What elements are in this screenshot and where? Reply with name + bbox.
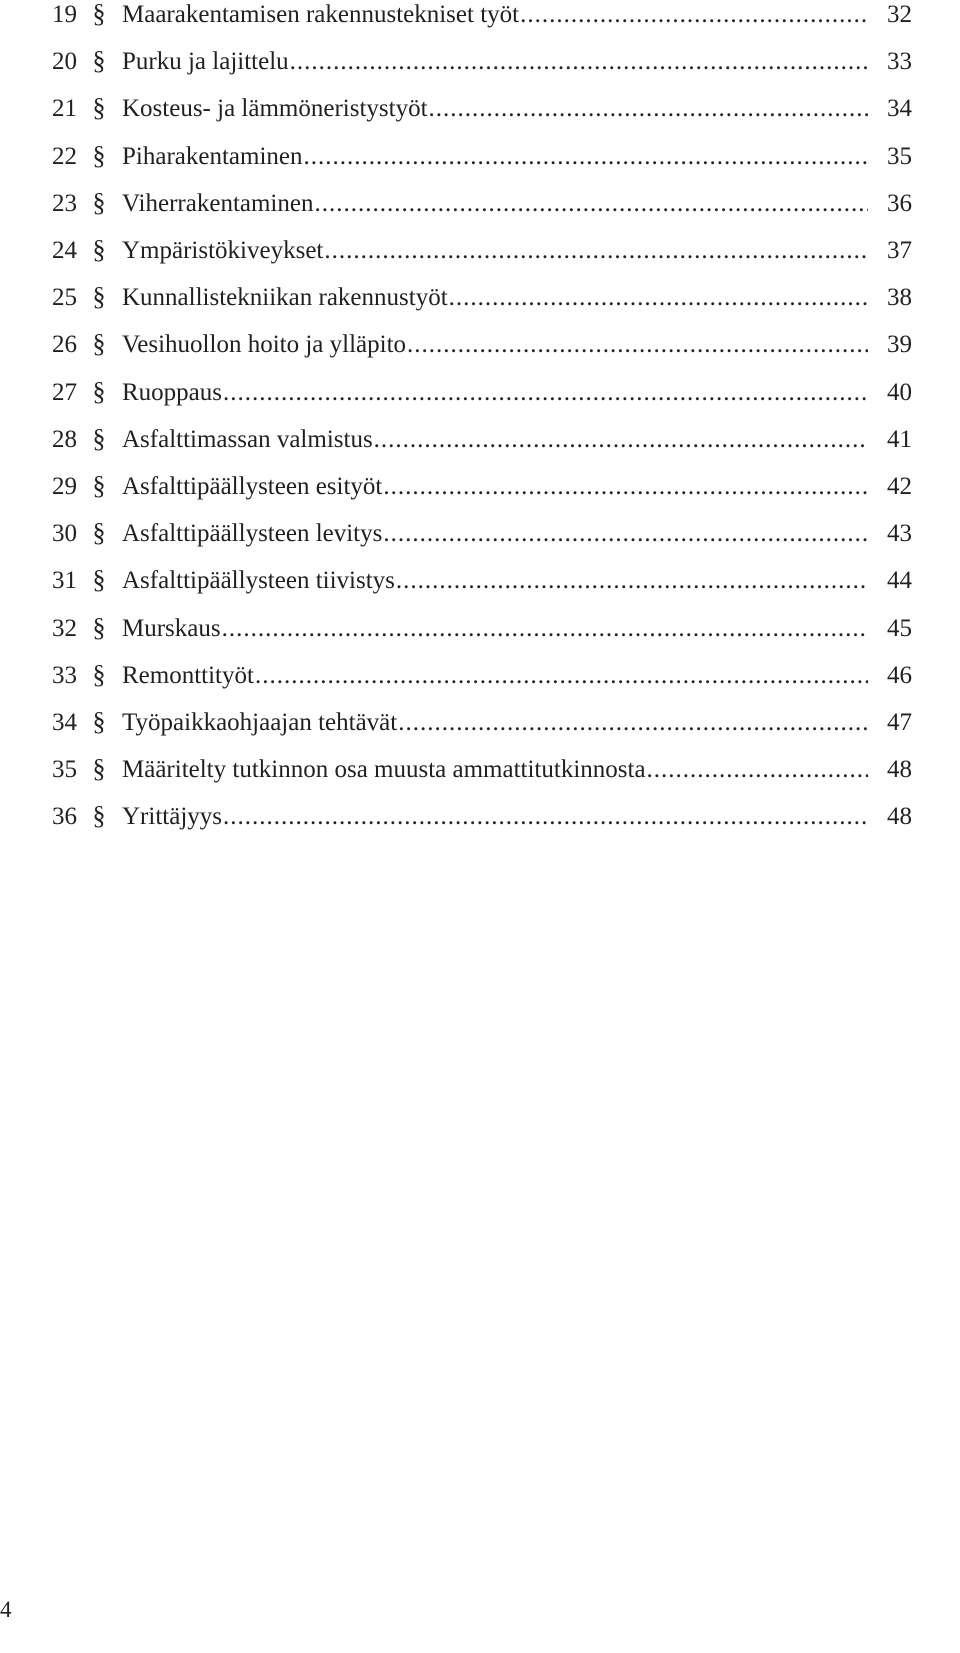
toc-entry-36[interactable] (52, 796, 912, 836)
dot-leader (383, 467, 868, 507)
section-symbol: § (92, 801, 106, 831)
entry-title: Vesihuollon hoito ja ylläpito (122, 331, 407, 359)
dot-leader (429, 89, 868, 129)
entry-title: Yrittäjyys (122, 803, 222, 831)
entry-title: Ympäristökiveykset (122, 237, 324, 264)
toc-entry-21[interactable] (52, 88, 912, 128)
toc-entry-25[interactable] (52, 277, 912, 317)
entry-title: Viherrakentaminen (122, 189, 314, 217)
section-symbol: § (92, 0, 106, 28)
toc-entry-20[interactable] (52, 41, 912, 81)
section-symbol: § (92, 376, 106, 406)
section-symbol: § (92, 423, 106, 453)
dot-leader (398, 703, 868, 743)
entry-page: 32 (887, 1, 912, 28)
entry-page: 37 (887, 237, 912, 264)
dot-leader (223, 797, 868, 837)
entry-number: 22 (52, 142, 77, 170)
section-symbol: § (92, 282, 106, 312)
section-symbol: § (92, 93, 106, 123)
toc-entry-22[interactable] (52, 136, 912, 176)
entry-title: Ruoppaus (122, 378, 222, 406)
entry-title: Työpaikkaohjaajan tehtävät (122, 709, 398, 736)
entry-page: 48 (887, 756, 912, 784)
dot-leader (324, 231, 868, 271)
entry-page: 36 (887, 189, 912, 217)
entry-page: 48 (887, 803, 912, 831)
dot-leader (255, 656, 868, 696)
entry-page: 35 (887, 142, 912, 170)
section-symbol: § (92, 329, 106, 359)
entry-page: 47 (887, 709, 912, 736)
dot-leader (383, 514, 868, 554)
section-symbol: § (92, 754, 106, 784)
entry-page: 39 (887, 331, 912, 359)
entry-number: 32 (52, 614, 77, 642)
entry-page: 38 (887, 284, 912, 312)
section-symbol: § (92, 46, 106, 76)
dot-leader (222, 609, 868, 649)
section-symbol: § (92, 140, 106, 170)
entry-number: 27 (52, 378, 77, 406)
entry-number: 25 (52, 284, 77, 312)
entry-number: 20 (52, 48, 77, 76)
entry-number: 35 (52, 756, 77, 784)
section-symbol: § (92, 565, 106, 595)
dot-leader (407, 325, 868, 365)
entry-number: 34 (52, 709, 77, 736)
section-symbol: § (92, 612, 106, 642)
entry-number: 30 (52, 520, 77, 548)
toc-entry-28[interactable] (52, 419, 912, 459)
entry-number: 24 (52, 237, 77, 264)
toc-entry-19[interactable] (52, 0, 912, 34)
entry-number: 29 (52, 473, 77, 500)
section-symbol: § (92, 707, 106, 736)
entry-title: Asfalttipäällysteen tiivistys (122, 567, 395, 595)
toc-entry-31[interactable] (52, 560, 912, 600)
entry-title: Piharakentaminen (122, 142, 303, 170)
entry-title: Murskaus (122, 614, 221, 642)
toc-entry-26[interactable] (52, 324, 912, 364)
toc-entry-32[interactable] (52, 608, 912, 648)
entry-title: Kunnallistekniikan rakennustyöt (122, 284, 448, 312)
dot-leader (647, 750, 868, 790)
entry-number: 36 (52, 803, 77, 831)
dot-leader (290, 42, 868, 82)
dot-leader (304, 137, 869, 177)
section-symbol: § (92, 471, 106, 500)
entry-page: 33 (887, 48, 912, 76)
entry-title: Purku ja lajittelu (122, 48, 289, 76)
entry-page: 40 (887, 378, 912, 406)
page-number: 4 (0, 1597, 12, 1622)
dot-leader (449, 278, 868, 318)
entry-title: Asfalttimassan valmistus (122, 425, 373, 453)
toc-entry-23[interactable] (52, 183, 912, 223)
section-symbol: § (92, 518, 106, 548)
toc-entry-27[interactable] (52, 372, 912, 412)
entry-title: Remonttityöt (122, 661, 254, 689)
dot-leader (314, 184, 868, 224)
entry-number: 19 (52, 1, 77, 28)
entry-number: 21 (52, 95, 77, 123)
entry-number: 26 (52, 331, 77, 359)
toc-entry-29[interactable] (52, 466, 912, 506)
entry-page: 46 (887, 661, 912, 689)
dot-leader (374, 420, 868, 460)
toc-entry-33[interactable] (52, 655, 912, 695)
entry-number: 33 (52, 661, 77, 689)
entry-page: 44 (887, 567, 912, 595)
toc-entry-34[interactable] (52, 702, 912, 742)
toc-entry-30[interactable] (52, 513, 912, 553)
entry-title: Kosteus- ja lämmöneristystyöt (122, 95, 428, 123)
entry-number: 23 (52, 189, 77, 217)
entry-title: Maarakentamisen rakennustekniset työt (122, 1, 520, 28)
dot-leader (223, 373, 868, 413)
entry-page: 41 (887, 425, 912, 453)
entry-page: 43 (887, 520, 912, 548)
dot-leader (396, 561, 868, 601)
entry-page: 34 (887, 95, 912, 123)
section-symbol: § (92, 235, 106, 264)
toc-entry-24[interactable] (52, 230, 912, 270)
entry-number: 28 (52, 425, 77, 453)
entry-page: 42 (887, 473, 912, 500)
section-symbol: § (92, 659, 106, 689)
entry-title: Asfalttipäällysteen esityöt (122, 473, 383, 500)
entry-number: 31 (52, 567, 77, 595)
entry-title: Asfalttipäällysteen levitys (122, 520, 383, 548)
section-symbol: § (92, 187, 106, 217)
entry-title: Määritelty tutkinnon osa muusta ammattitutkinnosta (122, 756, 646, 784)
dot-leader (520, 0, 868, 35)
toc-entry-35[interactable] (52, 749, 912, 789)
entry-page: 45 (887, 614, 912, 642)
